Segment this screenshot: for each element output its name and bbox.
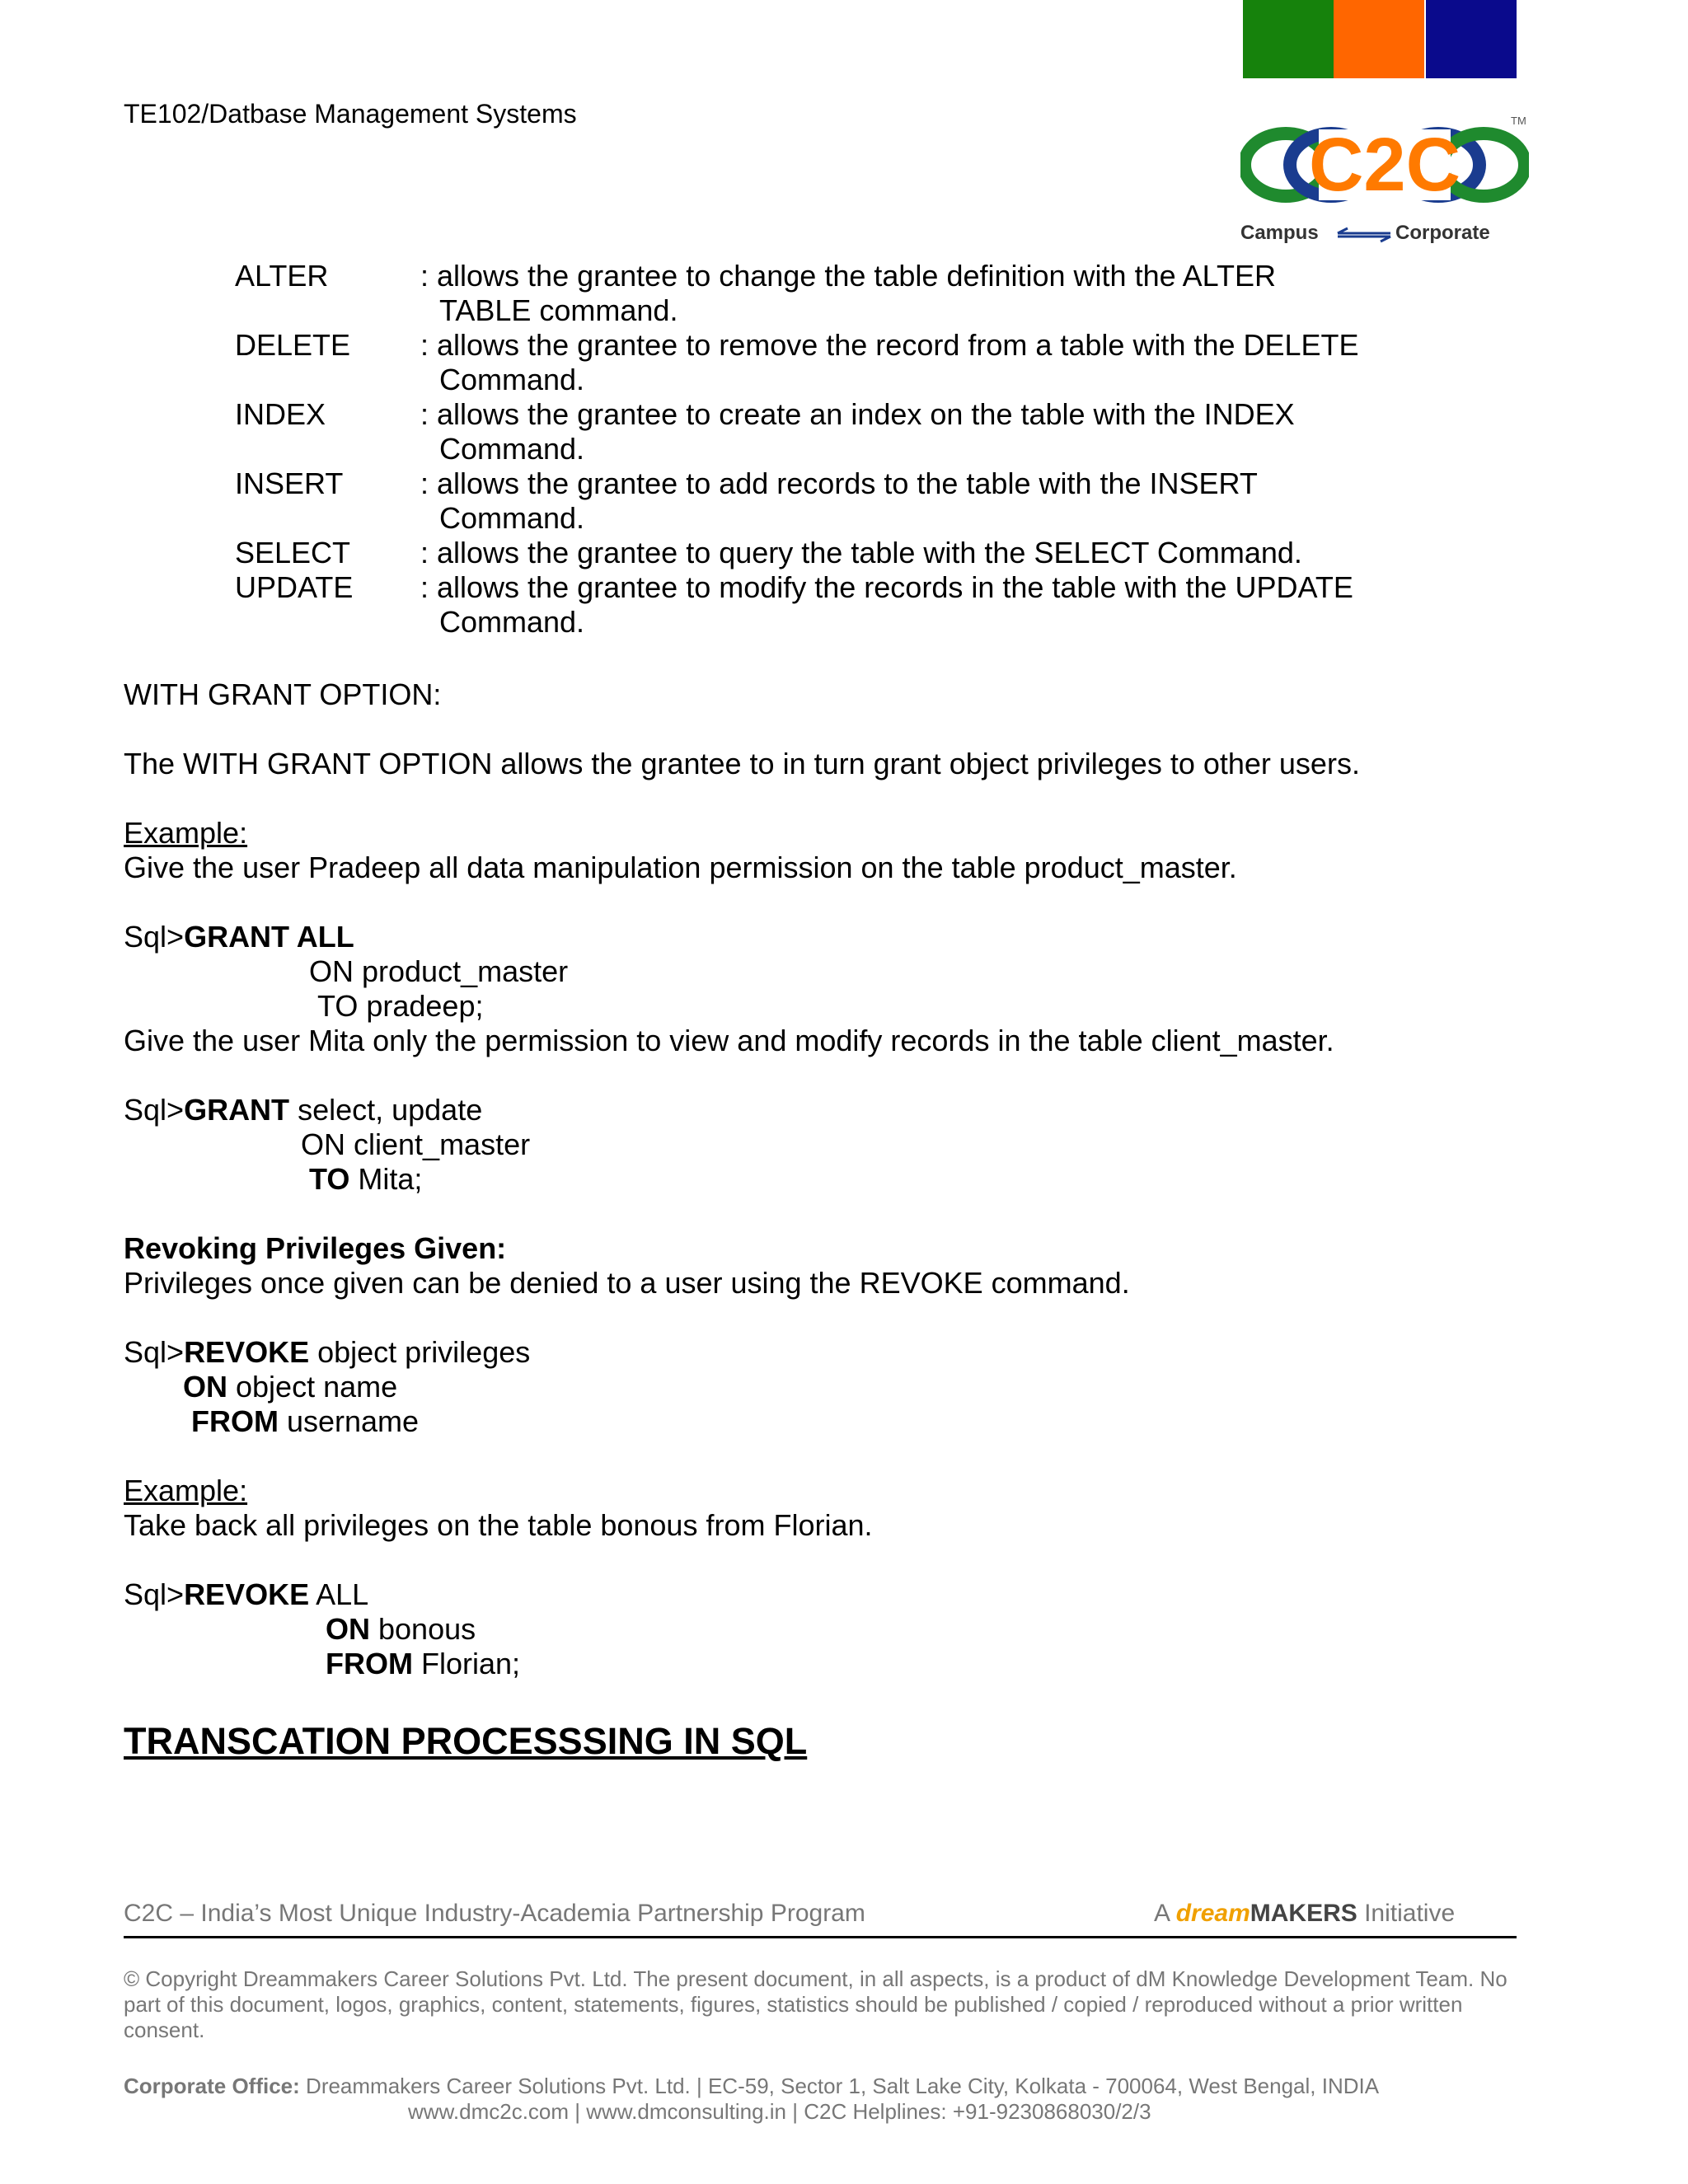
footer-web-links: www.dmc2c.com | www.dmconsulting.in | C2C Helplines: +91-9230868030/2/3 (408, 2099, 1151, 2124)
logo-tm: TM (1511, 115, 1526, 127)
sql-line: ON product_master (309, 954, 569, 988)
logo-square-blue (1426, 0, 1517, 78)
privilege-desc: : allows the grantee to add records to the table with the INSERT Command. (420, 466, 1258, 535)
sql-statement: Sql>GRANT ALL (124, 920, 354, 954)
privilege-desc: : allows the grantee to change the table definition with the ALTER TABLE command. (420, 259, 1276, 327)
logo-caption-corporate: Corporate (1395, 222, 1490, 244)
logo-square-orange (1334, 0, 1424, 78)
sql-statement: Sql>REVOKE ALL (124, 1577, 369, 1611)
course-title: TE102/Datbase Management Systems (124, 99, 577, 129)
privilege-name: ALTER (235, 259, 329, 293)
logo-caption-campus: Campus (1240, 222, 1319, 244)
sql-line: FROM Florian; (326, 1647, 521, 1680)
privilege-name: UPDATE (235, 570, 354, 604)
privilege-desc: : allows the grantee to modify the records in the table with the UPDATE Command. (420, 570, 1353, 639)
copyright-notice: © Copyright Dreammakers Career Solutions Pvt. Ltd. The present document, in all aspects, is a product of dM Knowledge Development Team. No part of this document, logos, graphics, content, statements, figures, statistics should be published / copied / reproduced without a prior written consent. (124, 1966, 1507, 2042)
example-label: Example: (124, 1474, 248, 1507)
sql-line: TO pradeep; (317, 989, 484, 1023)
privilege-desc: : allows the grantee to query the table with the SELECT Command. (420, 536, 1302, 569)
corporate-office: Corporate Office: Dreammakers Career Solutions Pvt. Ltd. | EC-59, Sector 1, Salt Lake City, Kolkata - 700064, West Bengal, INDIA www.dmc2c.com | www.dmconsulting.in | C2C Helplines: +91-9230868030/2/3 (124, 2074, 1517, 2125)
sql-statement: Sql>REVOKE object privileges (124, 1335, 531, 1369)
revoking-text: Privileges once given can be denied to a user using the REVOKE command. (124, 1266, 1130, 1300)
example-label: Example: (124, 816, 248, 850)
sql-line: ON object name (183, 1370, 398, 1404)
sql-line: FROM username (191, 1404, 420, 1438)
privilege-name: INSERT (235, 466, 344, 500)
privilege-desc: : allows the grantee to create an index on the table with the INDEX Command. (420, 397, 1295, 466)
exchange-arrows-icon (1338, 228, 1390, 241)
privilege-name: INDEX (235, 397, 326, 431)
footer-initiative: A dreamMAKERS Initiative (1154, 1900, 1456, 1927)
example-text: Give the user Pradeep all data manipulation permission on the table product_master. (124, 851, 1237, 884)
privilege-desc: : allows the grantee to remove the record from a table with the DELETE Command. (420, 328, 1359, 396)
example-text: Give the user Mita only the permission to view and modify records in the table client_master. (124, 1024, 1334, 1057)
sql-line: ON client_master (301, 1127, 531, 1161)
logo-text: C2C (1308, 123, 1461, 207)
c2c-logo (1240, 111, 1529, 251)
example-text: Take back all privileges on the table bonous from Florian. (124, 1508, 873, 1542)
logo-square-green (1243, 0, 1334, 78)
revoking-heading: Revoking Privileges Given: (124, 1231, 507, 1265)
grant-option-heading: WITH GRANT OPTION: (124, 677, 442, 711)
section-title: TRANSCATION PROCESSSING IN SQL (124, 1720, 808, 1762)
footer-program: C2C – India’s Most Unique Industry-Academia Partnership Program (124, 1900, 865, 1927)
privilege-name: DELETE (235, 328, 351, 362)
grant-option-text: The WITH GRANT OPTION allows the grantee to in turn grant object privileges to other users. (124, 747, 1360, 780)
sql-line: TO Mita; (309, 1162, 423, 1196)
privilege-name: SELECT (235, 536, 351, 569)
sql-line: ON bonous (326, 1612, 476, 1646)
footer-divider (124, 1936, 1517, 1938)
sql-statement: Sql>GRANT select, update (124, 1093, 483, 1127)
